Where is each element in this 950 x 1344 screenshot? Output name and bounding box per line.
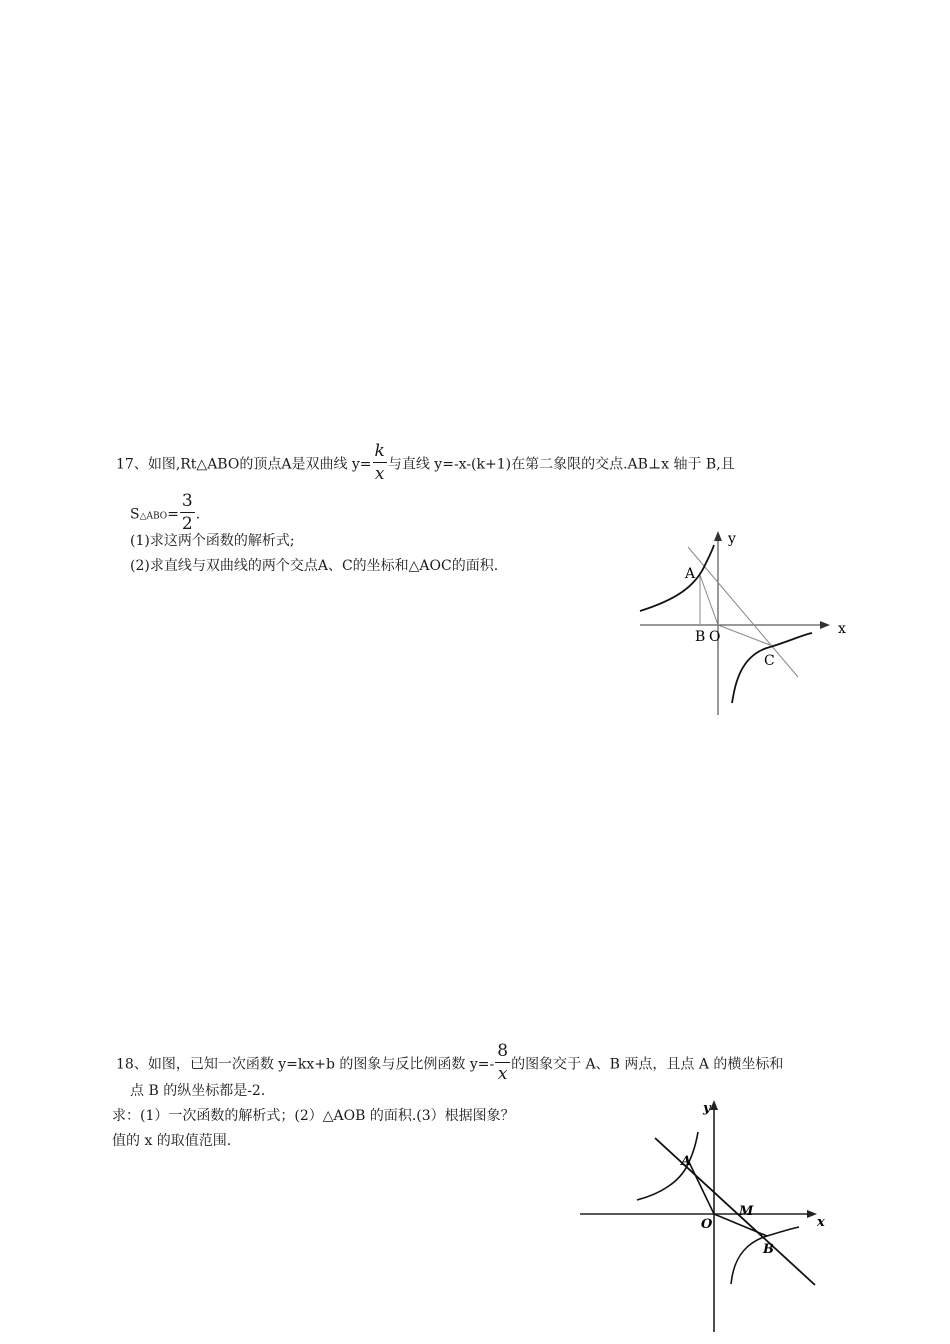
fraction-k-over-x [373,440,387,485]
problem18-figure [575,1092,845,1337]
label-B: B [763,1242,774,1257]
label-O: O [709,629,721,645]
label-y: y [728,531,736,547]
y-axis-arrow [714,531,722,541]
problem17-question1: (1)求这两个函数的解析式; [130,533,295,549]
area-equals: = [167,506,179,523]
fraction-8-over-x [495,1040,510,1085]
problem17-figure [630,525,860,720]
fraction-three-halves [180,490,195,535]
fraction-numerator: k [374,441,385,461]
label-y: y [703,1101,711,1116]
label-x: x [838,621,846,637]
problem17-text-part1: 17、如图,Rt△ABO的顶点A是双曲线 y= [116,456,372,473]
label-B: B [695,629,706,645]
problem17-text-part2: 与直线 y=-x-(k+1)在第二象限的交点.AB⊥x 轴于 B,且 [387,456,735,473]
area-symbol: S [130,506,140,523]
y-axis-arrow [710,1100,718,1110]
problem18-statement-line2: 点 B 的纵坐标都是-2. [130,1083,266,1099]
label-A: A [681,1154,692,1169]
area-subscript: △ABO [139,511,168,522]
label-M: M [739,1204,754,1219]
problem18-text-part1: 18、如图，已知一次函数 y=kx+b 的图象与反比例函数 y=- [116,1056,495,1073]
problem18-question-line1: 求：(1）一次函数的解析式；(2）△AOB 的面积.(3）根据图象？ [112,1108,515,1124]
fraction-denominator: x [373,462,387,485]
fraction-numerator: 3 [181,491,193,511]
line-AB [655,1138,815,1285]
area-period: . [195,506,201,523]
label-x: x [817,1215,825,1230]
label-A: A [685,566,696,582]
hyperbola-branch-left [640,545,714,611]
problem18-question-line2: 值的 x 的取值范围. [112,1133,232,1149]
problem18-text-part2: 的图象交于 A、B 两点，且点 A 的横坐标和 [511,1056,784,1073]
problem17-statement-line1 [116,442,735,487]
label-O: O [701,1217,713,1232]
fraction-denominator: x [495,1062,510,1085]
label-C: C [764,653,775,669]
x-axis-arrow [807,1210,817,1218]
x-axis-arrow [820,621,830,629]
segment-AO [700,575,718,625]
fraction-numerator: 8 [497,1041,509,1061]
problem17-question2: (2)求直线与双曲线的两个交点A、C的坐标和△AOC的面积. [130,558,499,574]
fraction-denominator: 2 [181,514,193,534]
